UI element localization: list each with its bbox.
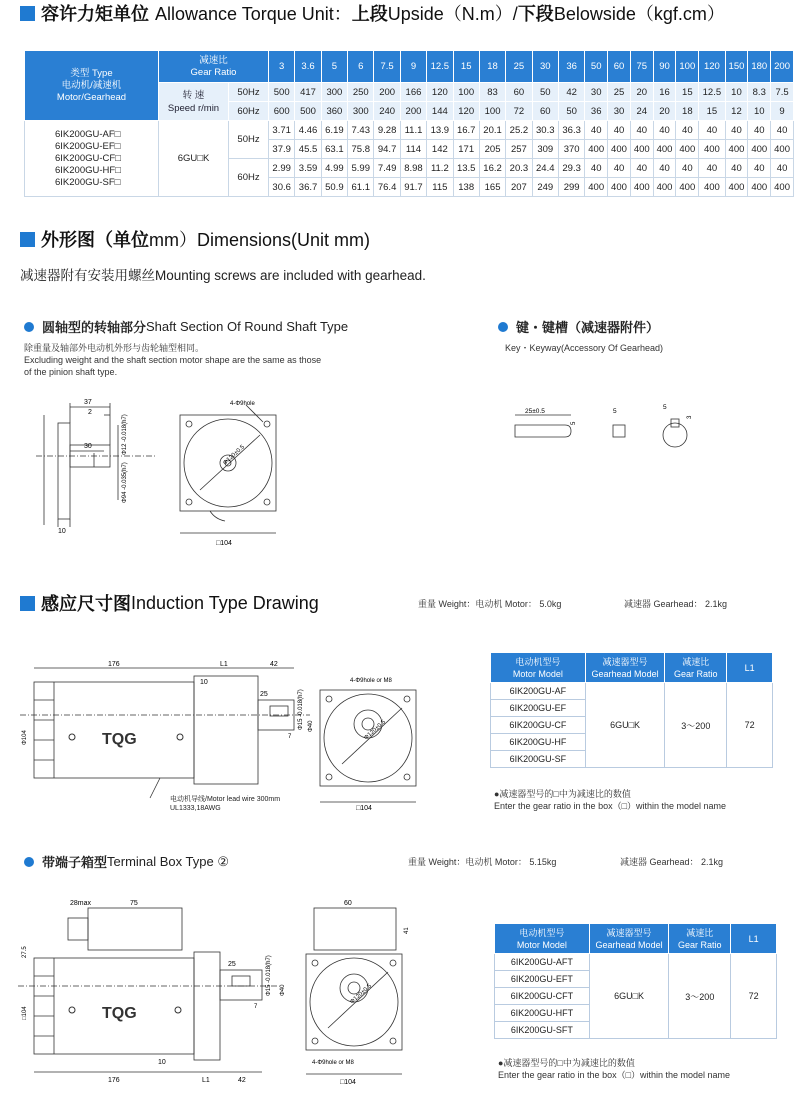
- h-ratio: 减速比 Gear Ratio: [665, 653, 727, 683]
- induction-model-table: [490, 652, 773, 768]
- dim-10: 10: [58, 528, 66, 535]
- ind-dim-10: 10: [200, 679, 208, 686]
- dim-sq104: □104: [216, 540, 232, 547]
- term-dim-176: 176: [108, 1077, 120, 1084]
- round-shaft-note: 除重量及轴部外电动机外形与齿轮轴型相同。 Excluding weight and the shaft section motor shape are the same as those of the pinion shaft type.: [24, 343, 322, 377]
- round-shaft-front-drawing: [170, 395, 300, 555]
- ratio-range-cell: 3～200: [669, 954, 731, 1039]
- lead-wire-note: 电动机导线/Motor lead wire 300mm UL1333,18AWG: [170, 796, 281, 812]
- value-cell: 120: [453, 102, 479, 121]
- ind-dim-176: 176: [108, 661, 120, 668]
- value-cell: 40: [608, 159, 631, 178]
- ratio-cell: 5: [321, 51, 347, 83]
- ratio-cell: 15: [453, 51, 479, 83]
- value-cell: 36: [585, 102, 608, 121]
- gear-cell: 6GU□K: [589, 954, 669, 1039]
- ind-dim-phi15: Φ15 -0.018(h7): [298, 689, 304, 730]
- value-cell: 500: [269, 83, 295, 102]
- value-cell: 400: [630, 178, 653, 197]
- value-cell: 7.49: [374, 159, 400, 178]
- value-cell: 40: [653, 121, 676, 140]
- value-cell: 40: [699, 159, 725, 178]
- value-cell: 400: [608, 178, 631, 197]
- value-cell: 2.99: [269, 159, 295, 178]
- ratio-header: 减速比 Gear Ratio: [159, 51, 269, 83]
- ratio-cell: 7.5: [374, 51, 400, 83]
- value-cell: 400: [585, 178, 608, 197]
- value-cell: 5.99: [348, 159, 374, 178]
- value-cell: 4.99: [321, 159, 347, 178]
- term-dim-phi15: Φ15 -0.018(h7): [266, 955, 272, 996]
- model-cell: 6IK200GU-AF: [491, 683, 586, 700]
- value-cell: 40: [585, 159, 608, 178]
- induction-section-title: 感应尺寸图 Induction Type Drawing: [20, 590, 319, 616]
- value-cell: 400: [725, 178, 748, 197]
- value-cell: 25.2: [506, 121, 532, 140]
- value-cell: 30: [585, 83, 608, 102]
- value-cell: 40: [771, 121, 794, 140]
- h-motor: 电动机型号 Motor Model: [495, 924, 590, 954]
- ratio-cell: 3.6: [295, 51, 321, 83]
- value-cell: 24: [630, 102, 653, 121]
- value-cell: 250: [348, 83, 374, 102]
- value-cell: 100: [479, 102, 505, 121]
- value-cell: 94.7: [374, 140, 400, 159]
- term-dim-phi120: Φ120±0.5: [349, 983, 373, 1006]
- value-cell: 61.1: [348, 178, 374, 197]
- term-dim-sq104: □104: [22, 1006, 28, 1020]
- value-cell: 12: [725, 102, 748, 121]
- value-cell: 20.3: [506, 159, 532, 178]
- value-cell: 25: [608, 83, 631, 102]
- key-dim-3: 3: [687, 415, 693, 419]
- value-cell: 63.1: [321, 140, 347, 159]
- value-cell: 300: [321, 83, 347, 102]
- dim-2: 2: [88, 409, 92, 416]
- round-shaft-title: 圆轴型的转轴部分 Shaft Section Of Round Shaft Type: [24, 317, 348, 336]
- h-gear: 减速器型号 Gearhead Model: [585, 653, 665, 683]
- speed-header: 转 速 Speed r/min: [159, 83, 229, 121]
- value-cell: 300: [348, 102, 374, 121]
- h-motor: 电动机型号 Motor Model: [491, 653, 586, 683]
- value-cell: 11.2: [427, 159, 453, 178]
- value-cell: 400: [748, 178, 771, 197]
- ind-dim-phi104: Φ104: [22, 730, 28, 745]
- dim-hole4: 4-Φ9hole: [230, 401, 255, 407]
- value-cell: 40: [676, 159, 699, 178]
- term-dim-10: 10: [158, 1059, 166, 1066]
- value-cell: 36.7: [295, 178, 321, 197]
- gear-model: 6GU□K: [159, 121, 229, 197]
- h-gear: 减速器型号 Gearhead Model: [589, 924, 669, 954]
- bullet-dot-icon: [498, 322, 508, 332]
- value-cell: 400: [653, 178, 676, 197]
- model-cell: 6IK200GU-EF: [491, 700, 586, 717]
- torque-table: [24, 50, 794, 197]
- key-subtitle: Key・Keyway(Accessory Of Gearhead): [505, 343, 664, 353]
- term-dim-7: 7: [254, 1004, 258, 1010]
- value-cell: 83: [479, 83, 505, 102]
- terminal-front-drawing: [300, 896, 420, 1086]
- value-cell: 16.7: [453, 121, 479, 140]
- value-cell: 40: [699, 121, 725, 140]
- value-cell: 60: [506, 83, 532, 102]
- key-dim-5b: 5: [613, 408, 617, 415]
- torque-down-cn: 下段: [517, 4, 554, 24]
- value-cell: 400: [725, 140, 748, 159]
- key-drawing: [505, 395, 705, 465]
- value-cell: 37.9: [269, 140, 295, 159]
- value-cell: 207: [506, 178, 532, 197]
- terminal-side-drawing: [18, 896, 298, 1086]
- value-cell: 18: [676, 102, 699, 121]
- h-l1: L1: [727, 653, 773, 683]
- value-cell: 115: [427, 178, 453, 197]
- ind-dim-sq104: □104: [356, 805, 372, 812]
- induction-weight-motor: 重量 Weight：电动机 Motor： 5.0kg: [418, 599, 562, 609]
- value-cell: 40: [653, 159, 676, 178]
- h-l1: L1: [731, 924, 777, 954]
- induction-weight-gear: 减速器 Gearhead： 2.1kg: [624, 599, 728, 609]
- term-dim-27: 27.5: [22, 946, 28, 958]
- value-cell: 9: [771, 102, 794, 121]
- value-cell: 400: [676, 140, 699, 159]
- ratio-cell: 36: [558, 51, 584, 83]
- value-cell: 144: [427, 102, 453, 121]
- value-cell: 40: [585, 121, 608, 140]
- induction-front-drawing: [316, 672, 436, 812]
- key-dim-25: 25±0.5: [525, 408, 545, 415]
- term-dim-sq104b: □104: [340, 1079, 356, 1086]
- value-cell: 91.7: [400, 178, 426, 197]
- value-cell: 249: [532, 178, 558, 197]
- value-cell: 360: [321, 102, 347, 121]
- value-cell: 370: [558, 140, 584, 159]
- value-cell: 3.59: [295, 159, 321, 178]
- value-cell: 11.1: [400, 121, 426, 140]
- value-cell: 200: [374, 83, 400, 102]
- dim-phi12: Φ12 -0.018(h7): [122, 414, 128, 455]
- value-cell: 30: [608, 102, 631, 121]
- value-cell: 50: [558, 102, 584, 121]
- ratio-cell: 180: [748, 51, 771, 83]
- ratio-cell: 6: [348, 51, 374, 83]
- value-cell: 15: [676, 83, 699, 102]
- value-cell: 40: [748, 159, 771, 178]
- bullet-dot-icon: [24, 322, 34, 332]
- value-cell: 15: [699, 102, 725, 121]
- ratio-cell: 25: [506, 51, 532, 83]
- value-cell: 10: [748, 102, 771, 121]
- dim-37: 37: [84, 399, 92, 406]
- value-cell: 200: [400, 102, 426, 121]
- ratio-cell: 3: [269, 51, 295, 83]
- term-dim-60: 60: [344, 900, 352, 907]
- value-cell: 75.8: [348, 140, 374, 159]
- ratio-cell: 9: [400, 51, 426, 83]
- model-cell: 6IK200GU-SFT: [495, 1022, 590, 1039]
- screws-note: 减速器附有安装用螺丝Mounting screws are included with gearhead.: [20, 268, 426, 283]
- model-cell: 6IK200GU-SF: [491, 751, 586, 768]
- l1-cell: 72: [731, 954, 777, 1039]
- model-cell: 6IK200GU-HFT: [495, 1005, 590, 1022]
- value-cell: 13.9: [427, 121, 453, 140]
- ratio-range-cell: 3～200: [665, 683, 727, 768]
- value-cell: 400: [771, 140, 794, 159]
- value-cell: 16: [653, 83, 676, 102]
- model-cell: 6IK200GU-CFT: [495, 988, 590, 1005]
- ind-dim-42: 42: [270, 661, 278, 668]
- ind-dim-25: 25: [260, 691, 268, 698]
- terminal-brand-logo: TQG: [102, 1005, 137, 1022]
- hz60-label: 60Hz: [229, 102, 269, 121]
- h-ratio: 减速比 Gear Ratio: [669, 924, 731, 954]
- type-header: 类型 Type 电动机/减速机 Motor/Gearhead: [25, 51, 159, 121]
- hz60-row-label: 60Hz: [229, 159, 269, 197]
- ratio-cell: 50: [585, 51, 608, 83]
- value-cell: 8.3: [748, 83, 771, 102]
- value-cell: 400: [653, 140, 676, 159]
- key-dim-5c: 5: [663, 404, 667, 411]
- value-cell: 417: [295, 83, 321, 102]
- section-square-icon: [20, 6, 35, 21]
- value-cell: 166: [400, 83, 426, 102]
- value-cell: 4.46: [295, 121, 321, 140]
- induction-box-note: ●减速器型号的□中为减速比的数值 Enter the gear ratio in the box（□）within the model name: [494, 789, 727, 811]
- value-cell: 400: [585, 140, 608, 159]
- value-cell: 36.3: [558, 121, 584, 140]
- term-dim-l1: L1: [202, 1077, 210, 1084]
- value-cell: 138: [453, 178, 479, 197]
- model-cell: 6IK200GU-HF: [491, 734, 586, 751]
- torque-title-cn: 容许力矩单位: [41, 4, 149, 24]
- value-cell: 40: [771, 159, 794, 178]
- ind-dim-7: 7: [288, 734, 292, 740]
- ratio-cell: 200: [771, 51, 794, 83]
- value-cell: 40: [725, 121, 748, 140]
- value-cell: 40: [676, 121, 699, 140]
- value-cell: 400: [630, 140, 653, 159]
- value-cell: 400: [771, 178, 794, 197]
- value-cell: 8.98: [400, 159, 426, 178]
- value-cell: 20.1: [479, 121, 505, 140]
- value-cell: 12.5: [699, 83, 725, 102]
- value-cell: 3.71: [269, 121, 295, 140]
- value-cell: 114: [400, 140, 426, 159]
- value-cell: 40: [608, 121, 631, 140]
- dim-phi120: Φ120±0.5: [222, 444, 246, 467]
- value-cell: 6.19: [321, 121, 347, 140]
- value-cell: 257: [506, 140, 532, 159]
- ind-dim-phi120: Φ120±0.5: [363, 719, 387, 742]
- value-cell: 10: [725, 83, 748, 102]
- value-cell: 24.4: [532, 159, 558, 178]
- value-cell: 30.6: [269, 178, 295, 197]
- value-cell: 309: [532, 140, 558, 159]
- section-square-icon: [20, 596, 35, 611]
- value-cell: 60: [532, 102, 558, 121]
- value-cell: 100: [453, 83, 479, 102]
- dim-phi94: Φ94 -0.035(h7): [122, 462, 128, 503]
- value-cell: 120: [427, 83, 453, 102]
- gear-cell: 6GU□K: [585, 683, 665, 768]
- value-cell: 299: [558, 178, 584, 197]
- value-cell: 20: [630, 83, 653, 102]
- value-cell: 142: [427, 140, 453, 159]
- value-cell: 72: [506, 102, 532, 121]
- torque-title-en: Allowance Torque Unit：: [155, 4, 352, 24]
- ratio-cell: 18: [479, 51, 505, 83]
- section-square-icon: [20, 232, 35, 247]
- term-dim-28: 28max: [70, 900, 92, 907]
- dim-title-cn: 外形图（单位: [41, 230, 149, 250]
- value-cell: 205: [479, 140, 505, 159]
- value-cell: 50: [532, 83, 558, 102]
- value-cell: 16.2: [479, 159, 505, 178]
- key-dim-5a: 5: [571, 421, 577, 425]
- torque-section-title: [20, 0, 725, 26]
- ratio-cell: 120: [699, 51, 725, 83]
- value-cell: 165: [479, 178, 505, 197]
- model-cell: 6IK200GU-AFT: [495, 954, 590, 971]
- ind-dim-l1: L1: [220, 661, 228, 668]
- dimensions-section-title: [20, 226, 370, 252]
- dim-title-en: mm）Dimensions(Unit mm): [149, 230, 371, 250]
- terminal-box-note: ●减速器型号的□中为减速比的数值 Enter the gear ratio in the box（□）within the model name: [498, 1058, 731, 1080]
- terminal-weight-gear: 减速器 Gearhead： 2.1kg: [620, 857, 724, 867]
- ratio-cell: 150: [725, 51, 748, 83]
- induction-brand-logo: TQG: [102, 731, 137, 748]
- value-cell: 29.3: [558, 159, 584, 178]
- value-cell: 76.4: [374, 178, 400, 197]
- value-cell: 400: [608, 140, 631, 159]
- value-cell: 9.28: [374, 121, 400, 140]
- torque-up-cn: 上段: [351, 4, 388, 24]
- ratio-cell: 12.5: [427, 51, 453, 83]
- term-dim-25: 25: [228, 961, 236, 968]
- terminal-weight-motor: 重量 Weight：电动机 Motor： 5.15kg: [408, 857, 557, 867]
- terminal-model-table: [494, 923, 777, 1039]
- value-cell: 45.5: [295, 140, 321, 159]
- ratio-cell: 75: [630, 51, 653, 83]
- term-dim-75: 75: [130, 900, 138, 907]
- value-cell: 50.9: [321, 178, 347, 197]
- value-cell: 40: [725, 159, 748, 178]
- value-cell: 20: [653, 102, 676, 121]
- ratio-cell: 30: [532, 51, 558, 83]
- value-cell: 40: [630, 121, 653, 140]
- ind-dim-phi40: Φ40: [308, 720, 314, 732]
- l1-cell: 72: [727, 683, 773, 768]
- torque-up-en: Upside（N.m）/: [387, 4, 518, 24]
- value-cell: 600: [269, 102, 295, 121]
- value-cell: 400: [699, 178, 725, 197]
- value-cell: 13.5: [453, 159, 479, 178]
- value-cell: 500: [295, 102, 321, 121]
- value-cell: 40: [630, 159, 653, 178]
- model-cell: 6IK200GU-CF: [491, 717, 586, 734]
- ratio-cell: 90: [653, 51, 676, 83]
- ratio-cell: 60: [608, 51, 631, 83]
- terminal-section-title: 带端子箱型 Terminal Box Type ②: [24, 852, 229, 871]
- value-cell: 171: [453, 140, 479, 159]
- value-cell: 40: [748, 121, 771, 140]
- model-cell: 6IK200GU-EFT: [495, 971, 590, 988]
- dim-30: 30: [84, 443, 92, 450]
- hz50-row-label: 50Hz: [229, 121, 269, 159]
- model-list: 6IK200GU-AF□ 6IK200GU-EF□ 6IK200GU-CF□ 6IK200GU-HF□ 6IK200GU-SF□: [25, 121, 159, 197]
- ratio-cell: 100: [676, 51, 699, 83]
- bullet-dot-icon: [24, 857, 34, 867]
- value-cell: 42: [558, 83, 584, 102]
- term-dim-42: 42: [238, 1077, 246, 1084]
- value-cell: 7.43: [348, 121, 374, 140]
- key-title: 键・键槽（减速器附件）: [498, 317, 659, 336]
- hz50-label: 50Hz: [229, 83, 269, 102]
- value-cell: 400: [748, 140, 771, 159]
- value-cell: 400: [699, 140, 725, 159]
- value-cell: 240: [374, 102, 400, 121]
- round-shaft-side-drawing: [36, 395, 186, 535]
- term-dim-phi40: Φ40: [280, 984, 286, 996]
- value-cell: 400: [676, 178, 699, 197]
- ind-dim-hole: 4-Φ9hole or M8: [350, 678, 392, 684]
- term-dim-41: 41: [404, 927, 410, 934]
- value-cell: 30.3: [532, 121, 558, 140]
- value-cell: 7.5: [771, 83, 794, 102]
- torque-down-en: Belowside（kgf.cm）: [553, 4, 725, 24]
- term-dim-hole: 4-Φ9hole or M8: [312, 1060, 354, 1066]
